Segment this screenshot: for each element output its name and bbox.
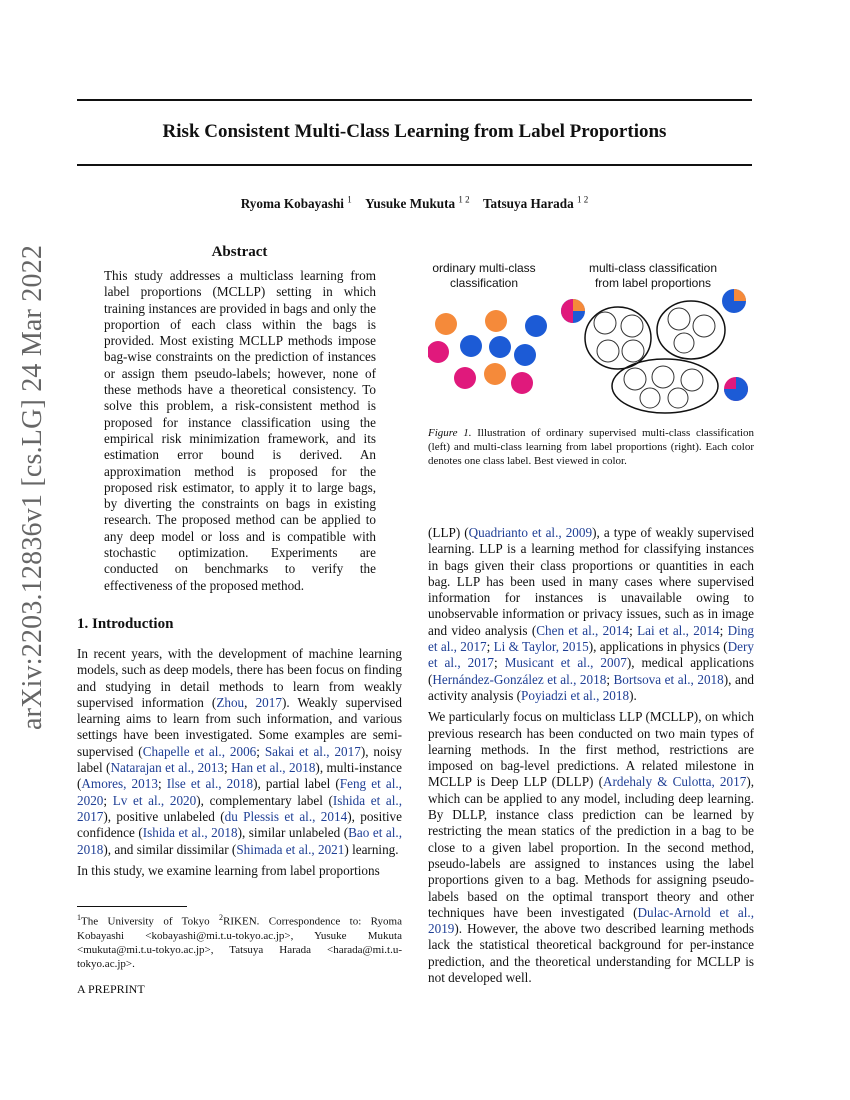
citation-link[interactable]: Lai et al., 2014	[637, 622, 720, 638]
bag-instance	[668, 308, 690, 330]
citation-link[interactable]: Bao et al., 2018	[77, 825, 403, 857]
figure-caption	[428, 426, 754, 468]
fig-left-label-1: ordinary multi-class	[432, 261, 536, 275]
citation-link[interactable]: Chapelle et al., 2006	[142, 743, 257, 759]
figure-caption-label: Figure 1.	[428, 427, 472, 439]
paragraph-text: ), a type of weakly supervised learning. LLP is a learning method for classifying instances in bags given their class proportions or quantities in each bag. LLP has been used in many cases where supervised information for instances is unavailable owing to unobservable information or privacy issues, such as in image and video analysis (	[428, 525, 754, 638]
paragraph-text: ) learning.	[344, 841, 399, 857]
citation-link[interactable]: Zhou	[216, 694, 245, 710]
figure-1	[428, 250, 756, 420]
paragraph-text: ). However, the above two described learning methods lack the statistical theoretical background for per-instance prediction, and the theoretical understanding for MCLLP is not developed well.	[428, 921, 754, 986]
citation-link[interactable]: du Plessis et al., 2014	[224, 808, 348, 824]
abstract-heading: Abstract	[211, 244, 268, 260]
citation-link[interactable]: Musicant et al., 2007	[504, 655, 627, 671]
bag-instance	[640, 388, 660, 408]
paper-title: Risk Consistent Multi-Class Learning from Label Proportions	[162, 121, 667, 142]
right-paragraph-1	[428, 525, 754, 704]
citation-link[interactable]: Poyiadzi et al., 2018	[521, 687, 630, 703]
citation-link[interactable]: Ishida et al., 2018	[142, 825, 238, 841]
bag-instance	[594, 312, 616, 334]
instance-blue	[525, 315, 547, 337]
citation-link[interactable]: Bortsova et al., 2018	[613, 671, 724, 687]
author-2: Yusuke Mukuta $^{1 2}$	[365, 195, 470, 212]
bag-instance	[668, 388, 688, 408]
paragraph-text: ), positive unlabeled (	[103, 808, 225, 824]
paragraph-text: ), and activity analysis (	[428, 671, 755, 703]
intro-paragraph-1	[77, 646, 402, 858]
paragraph-text: ), positive confidence (	[77, 808, 403, 841]
paragraph-text: ,	[244, 694, 256, 710]
author-list	[77, 195, 752, 212]
paragraph-text: ), applications in physics (	[588, 639, 728, 655]
citation-link[interactable]: Natarajan et al., 2013	[110, 760, 225, 776]
citation-link[interactable]: Feng et al., 2020	[77, 776, 402, 808]
fig-right-label-1: multi-class classification	[588, 261, 718, 275]
citation-link[interactable]: Chen et al., 2014	[536, 622, 630, 638]
section-heading-introduction: 1. Introduction	[77, 616, 174, 632]
bag-instance	[674, 333, 694, 353]
figure-caption-text: Illustration of ordinary supervised multi-class classification (left) and multi-class learning from label proportions (right). Each color denotes one class label. Best viewed in color.	[428, 427, 754, 467]
citation-link[interactable]: Quadrianto et al., 2009	[468, 525, 593, 540]
bag-instance	[624, 368, 646, 390]
fig-left-label-2: classification	[449, 276, 519, 290]
citation-link[interactable]: Li & Taylor, 2015	[493, 639, 589, 655]
paragraph-text: ).	[629, 687, 637, 703]
instance-orange	[435, 313, 457, 335]
footnote: $^1$The University of Tokyo $^2$RIKEN. Correspondence to: Ryoma Kobayashi <kobayashi@mi.t.u-tokyo.ac.jp>, Yusuke Mukuta <mukuta@mi.t.u-tokyo.ac.jp>, Tatsuya Harada <harada@mi.t.u-tokyo.ac.jp>.	[77, 913, 402, 970]
paragraph-text: ), medical applications (	[428, 655, 754, 687]
paragraph-text: ;	[157, 776, 167, 792]
paragraph-text: In recent years, with the development of machine learning models, such as deep models, there has been focus on finding and studying in detail methods to learn from weakly supervised information (	[77, 646, 402, 710]
intro-left-column	[77, 646, 402, 879]
citation-link[interactable]: Ardehaly & Culotta, 2017	[603, 774, 747, 790]
right-column	[428, 525, 754, 986]
intro-paragraph-2: In this study, we examine learning from label proportions	[77, 862, 380, 878]
proportion-pie-2	[722, 289, 746, 313]
paragraph-text: ), partial label (	[253, 776, 340, 792]
paragraph-text: ;	[494, 655, 505, 671]
bag-instance	[681, 369, 703, 391]
paragraph-text: We particularly focus on multiclass LLP (MCLLP), on which previous research has been conducted on two main types of learning methods. In the first method, restrictions are imposed on bag-level predictions. A related milestone in MCLLP is Deep LLP (DLLP) (	[428, 709, 754, 790]
paragraph-text: ;	[606, 671, 614, 687]
instance-orange	[485, 310, 507, 332]
preprint-label: A PREPRINT	[77, 982, 145, 996]
citation-link[interactable]: Ishida et al., 2017	[77, 792, 403, 824]
bag-instance	[597, 340, 619, 362]
paragraph-text: ;	[224, 760, 232, 776]
right-paragraph-2	[428, 709, 754, 986]
proportion-pie-3	[724, 377, 748, 401]
title-rule	[77, 164, 752, 166]
citation-link[interactable]: Dulac-Arnold et al., 2019	[428, 904, 754, 937]
citation-link[interactable]: Hernández-González et al., 2018	[432, 671, 607, 687]
bag-3	[612, 359, 718, 413]
paragraph-text: ;	[629, 622, 638, 638]
paragraph-text: ;	[486, 639, 494, 655]
top-rule	[77, 99, 752, 101]
citation-link[interactable]: Dery et al., 2017	[428, 639, 754, 671]
bag-instance	[622, 340, 644, 362]
paragraph-text: ), complementary label (	[196, 792, 333, 808]
citation-link[interactable]: Han et al., 2018	[231, 760, 316, 776]
citation-link[interactable]: Lv et al., 2020	[112, 792, 197, 808]
citation-link[interactable]: Amores, 2013	[81, 776, 158, 792]
paragraph-text: ;	[719, 622, 728, 638]
bag-1	[585, 307, 651, 369]
citation-link[interactable]: Ilse et al., 2018	[166, 776, 254, 792]
paragraph-text: ;	[103, 792, 113, 808]
paragraph-text: (LLP) (	[428, 525, 469, 540]
arxiv-identifier: arXiv:2203.12836v1 [cs.LG] 24 Mar 2022	[17, 244, 48, 730]
instance-pink	[454, 367, 476, 389]
citation-link[interactable]: Shimada et al., 2021	[236, 841, 345, 857]
paragraph-text: ), which can be applied to any model, including deep learning. By DLLP, instance class prediction can be learned by restricting the mean statics of the prediction in a bag to be close to a given label proportion. In the second method, pseudo-labels are assigned to instances using the label proportions given to a bag. Methods for assigning pseudo-labels based on the optimal transport theory and other techniques have been investigated (	[428, 774, 755, 920]
citation-link[interactable]: Ding et al., 2017	[428, 622, 755, 655]
abstract-text: This study addresses a multiclass learning from label proportions (MCLLP) setting in which training instances are provided in bags and only the proportion of each class within the bags is provided. Most existing MCLLP methods impose bag-wise constraints on the prediction of instances or assign them pseudo-labels; however, none of these methods have a theoretical consistency. To solve this problem, a risk-consistent method is proposed for instance classification using the empirical risk minimization framework, and its estimation error bound is derived. An approximation method is proposed for the proposed risk estimator, to apply it to large bags, by diverting the constraints on bags in existing research. The proposed method can be applied to any deep model or loss and is compatible with stochastic optimization. Experiments are conducted on benchmarks to verify the effectiveness of the proposed method.	[104, 268, 376, 593]
bag-instance	[693, 315, 715, 337]
bag-instance	[652, 366, 674, 388]
paragraph-text: ). Weakly supervised learning aims to learn from such information, and various settings have been investigated. Some examples are semi-supervised (	[77, 694, 402, 759]
fig-right-label-2: from label proportions	[594, 276, 712, 290]
author-1: Ryoma Kobayashi $^1$	[240, 195, 352, 212]
author-3: Tatsuya Harada $^{1 2}$	[482, 195, 589, 212]
instance-blue	[514, 344, 536, 366]
instance-pink	[511, 372, 533, 394]
instance-blue	[460, 335, 482, 357]
instance-pink	[428, 341, 449, 363]
instance-blue	[489, 336, 511, 358]
paragraph-text: ), noisy label (	[77, 743, 403, 776]
paragraph-text: ), multi-instance (	[77, 760, 402, 792]
bag-instance	[621, 315, 643, 337]
proportion-pie-1	[561, 299, 585, 323]
instance-orange	[484, 363, 506, 385]
paragraph-text: ), and similar dissimilar (	[103, 841, 237, 857]
paragraph-text: ), similar unlabeled (	[237, 825, 349, 841]
citation-link[interactable]: Sakai et al., 2017	[264, 743, 361, 759]
citation-link[interactable]: 2017	[255, 694, 282, 710]
footnote-rule	[77, 906, 187, 907]
paragraph-text: ;	[256, 743, 265, 759]
